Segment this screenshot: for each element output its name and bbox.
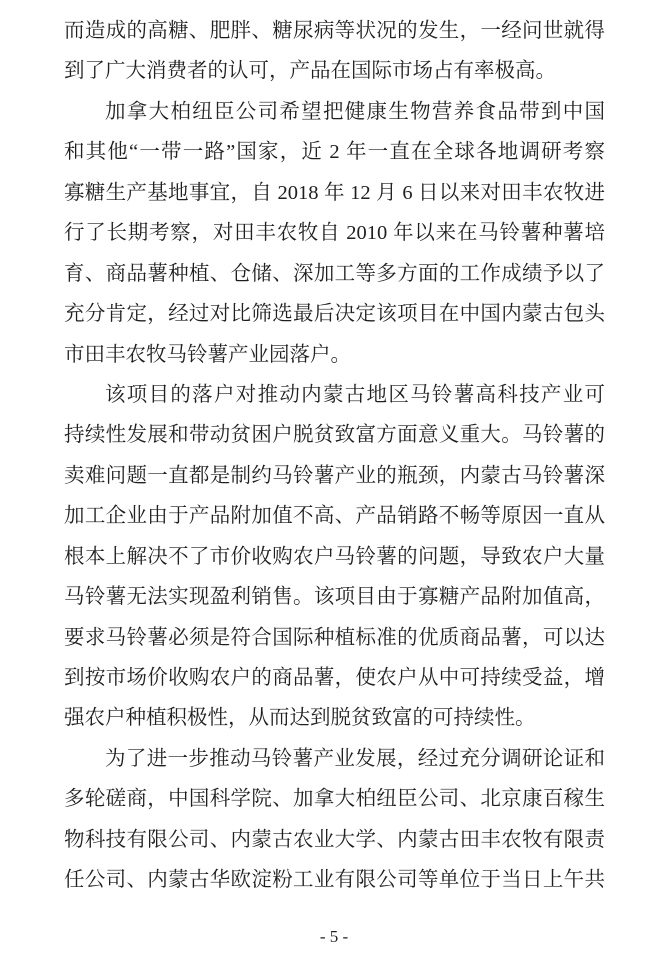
text-line: 行了长期考察，对田丰农牧自 2010 年以来在马铃薯种薯培: [64, 222, 605, 245]
text-line: 寡糖生产基地事宜，自 2018 年 12 月 6 日以来对田丰农牧进: [64, 181, 605, 204]
paragraph: [64, 92, 605, 375]
text-line: 和其他“一带一路”国家，近 2 年一直在全球各地调研考察: [64, 141, 605, 164]
paragraph: [64, 739, 605, 901]
paragraph: [64, 375, 605, 739]
text-line: 育、商品薯种植、仓储、深加工等多方面的工作成绩予以了: [64, 262, 605, 285]
text-line: 为了进一步推动马铃薯产业发展，经过充分调研论证和: [105, 747, 605, 770]
text-line: 任公司、内蒙古华欧淀粉工业有限公司等单位于当日上午共: [64, 869, 605, 892]
paragraph: [64, 11, 605, 92]
text-line: 该项目的落户对推动内蒙古地区马铃薯高科技产业可: [105, 383, 605, 406]
text-line: 根本上解决不了市价收购农户马铃薯的问题，导致农户大量: [64, 545, 605, 568]
text-line: 加工企业由于产品附加值不高、产品销路不畅等原因一直从: [64, 505, 605, 528]
text-line: 卖难问题一直都是制约马铃薯产业的瓶颈，内蒙古马铃薯深: [64, 464, 605, 487]
text-line: 多轮磋商，中国科学院、加拿大柏纽臣公司、北京康百稼生: [64, 788, 605, 811]
text-line: 物科技有限公司、内蒙古农业大学、内蒙古田丰农牧有限责: [64, 828, 605, 851]
text-line: 到按市场价收购农户的商品薯，使农户从中可持续受益，增: [64, 667, 605, 689]
document-body: [64, 11, 605, 901]
page-number: - 5 -: [319, 927, 349, 946]
text-line: 加拿大柏纽臣公司希望把健康生物营养食品带到中国: [105, 100, 605, 123]
text-line: 要求马铃薯必须是符合国际种植标准的优质商品薯，可以达: [64, 626, 605, 649]
text-line: 马铃薯无法实现盈利销售。该项目由于寡糖产品附加值高，: [64, 586, 605, 609]
text-line: 充分肯定，经过对比筛选最后决定该项目在中国内蒙古包头: [64, 303, 605, 326]
page-footer: [0, 922, 668, 952]
text-line: 强农户种植积极性，从而达到脱贫致富的可持续性。: [64, 707, 536, 730]
text-line: 到了广大消费者的认可，产品在国际市场占有率极高。: [64, 60, 556, 83]
text-line: 持续性发展和带动贫困户脱贫致富方面意义重大。马铃薯的: [64, 424, 605, 447]
text-line: 而造成的高糖、肥胖、糖尿病等状况的发生，一经问世就得: [64, 20, 605, 42]
text-line: 市田丰农牧马铃薯产业园落户。: [64, 343, 351, 366]
